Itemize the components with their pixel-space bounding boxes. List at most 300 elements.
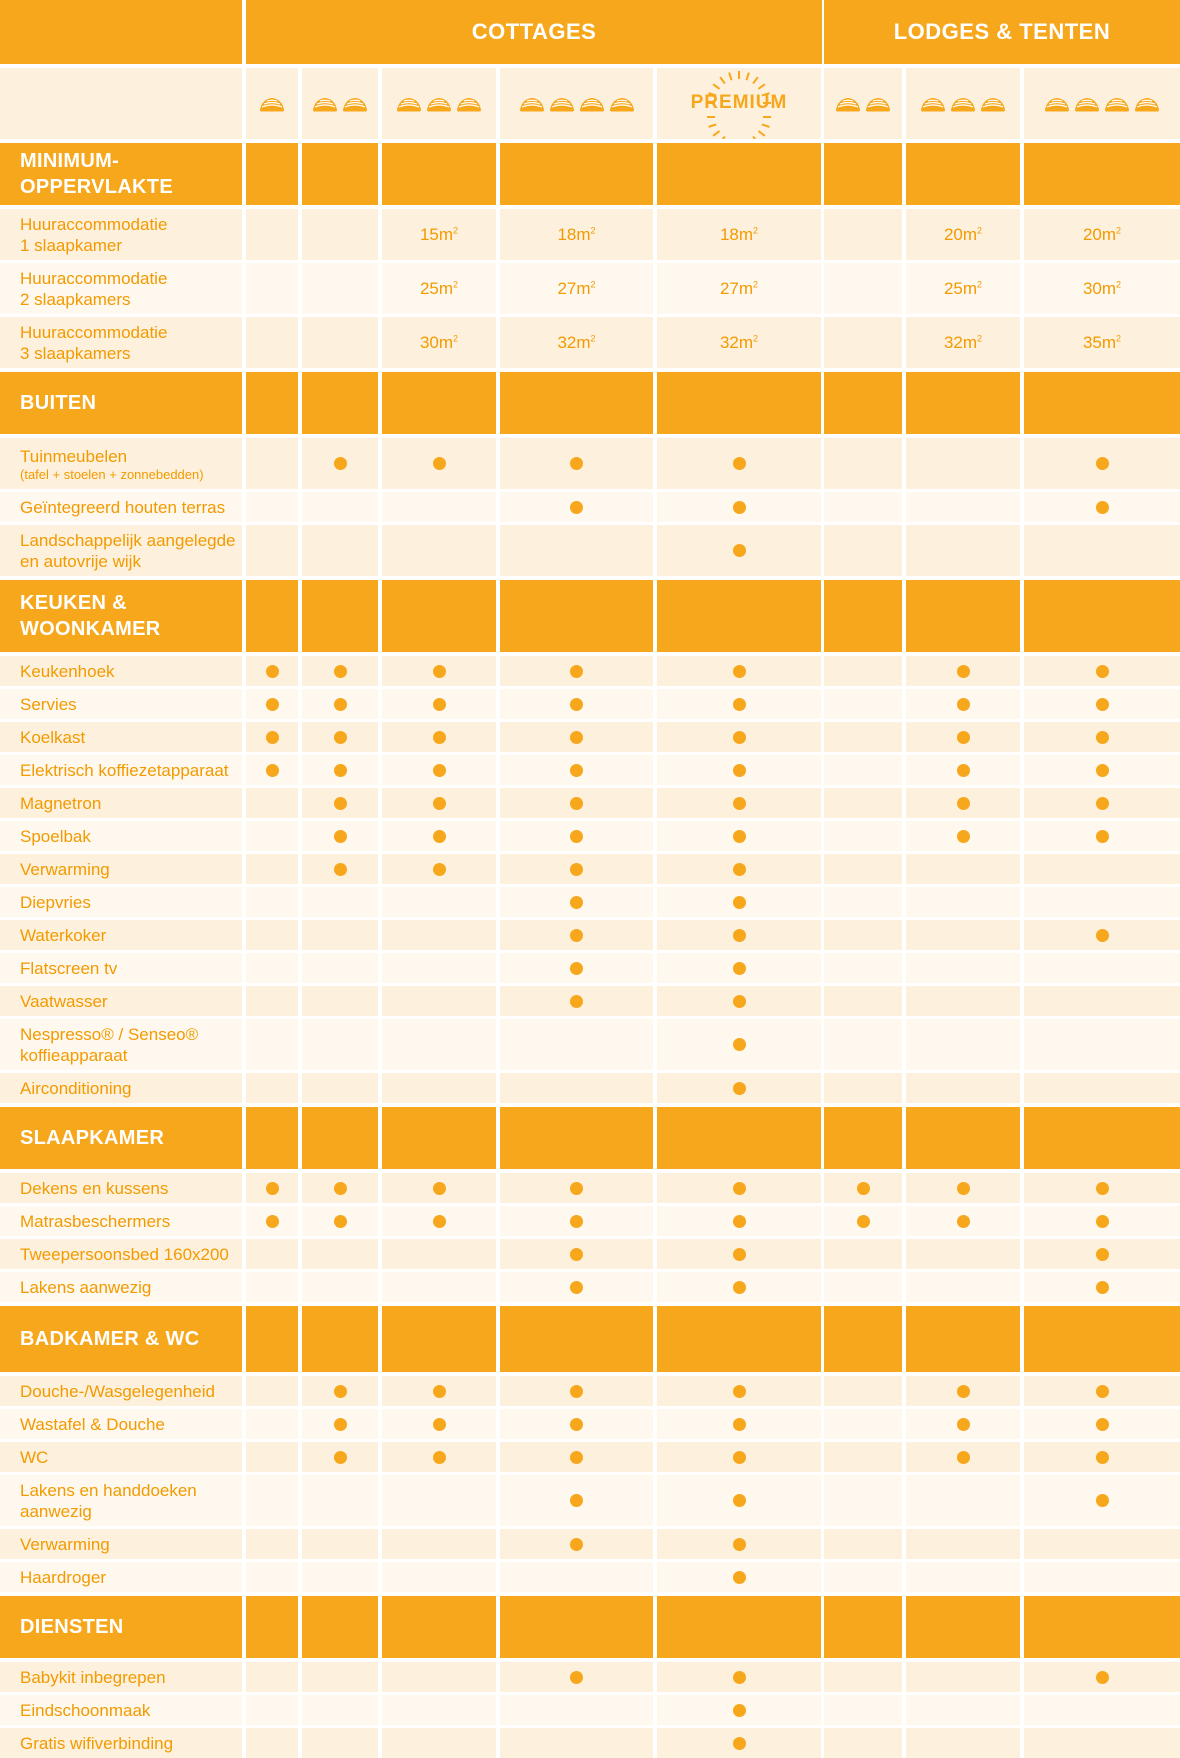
included-dot-icon: [1096, 1281, 1109, 1294]
included-dot-icon: [957, 764, 970, 777]
included-dot-icon: [334, 698, 347, 711]
included-dot-icon: [733, 1385, 746, 1398]
value-cell: [302, 689, 378, 719]
included-dot-icon: [570, 501, 583, 514]
section-header-cell: [824, 1107, 902, 1169]
value-cell: [246, 1728, 298, 1758]
value-cell: [302, 1239, 378, 1269]
value-cell: [302, 986, 378, 1016]
value-cell: [382, 1442, 496, 1472]
included-dot-icon: [1096, 1418, 1109, 1431]
value-cell: [657, 755, 821, 785]
value-cell: [302, 1475, 378, 1526]
value-cell: [302, 1695, 378, 1725]
area-value: $20m^2$: [943, 224, 983, 244]
value-cell: [657, 1239, 821, 1269]
value-cell: [1024, 1442, 1180, 1472]
value-cell: [657, 1662, 821, 1692]
included-dot-icon: [1096, 1671, 1109, 1684]
value-cell: [906, 887, 1020, 917]
included-dot-icon: [733, 863, 746, 876]
shell-icon: [456, 95, 482, 113]
shell-icon: [342, 95, 368, 113]
section-header-cell: [302, 1306, 378, 1372]
shell-icon: [579, 95, 605, 113]
value-cell: [824, 1073, 902, 1103]
value-cell: [824, 821, 902, 851]
value-cell: [1024, 1695, 1180, 1725]
value-cell: [500, 1662, 653, 1692]
rating-cell: [382, 68, 496, 139]
section-header-cell: [657, 372, 821, 434]
area-value: $25m^2$: [943, 278, 983, 298]
row-label-line: Dekens en kussens: [20, 1178, 169, 1198]
value-cell: [246, 887, 298, 917]
shell-icon: [1134, 95, 1160, 113]
rating-cell: [246, 68, 298, 139]
value-cell: [382, 1728, 496, 1758]
value-cell: [302, 317, 378, 368]
group-header-cottages: COTTAGES: [246, 0, 822, 64]
included-dot-icon: [433, 830, 446, 843]
value-cell: [246, 1475, 298, 1526]
value-cell: [302, 1173, 378, 1203]
row-label: [0, 1529, 242, 1559]
value-cell: [500, 1239, 653, 1269]
value-cell: [657, 209, 821, 260]
included-dot-icon: [733, 1215, 746, 1228]
included-dot-icon: [1096, 1451, 1109, 1464]
included-dot-icon: [733, 830, 746, 843]
value-cell: [824, 1272, 902, 1302]
section-header-cell: [246, 143, 298, 205]
value-cell: [824, 438, 902, 489]
row-label-line: Huuraccommodatie: [20, 214, 168, 234]
row-label-line: Haardroger: [20, 1567, 106, 1587]
value-cell: [246, 1409, 298, 1439]
value-cell: [1024, 656, 1180, 686]
value-cell: [302, 1019, 378, 1070]
included-dot-icon: [733, 962, 746, 975]
included-dot-icon: [1096, 731, 1109, 744]
row-label-line: Lakens en handdoeken: [20, 1480, 197, 1500]
value-cell: [302, 656, 378, 686]
value-cell: [500, 887, 653, 917]
value-cell: [382, 854, 496, 884]
included-dot-icon: [433, 1451, 446, 1464]
value-cell: [824, 525, 902, 576]
section-title: [0, 580, 242, 652]
row-label-line: Matrasbeschermers: [20, 1211, 171, 1231]
included-dot-icon: [733, 1182, 746, 1195]
value-cell: [500, 986, 653, 1016]
value-cell: [1024, 1173, 1180, 1203]
row-label: [0, 953, 242, 983]
section-header-cell: [657, 1596, 821, 1658]
value-cell: [906, 788, 1020, 818]
value-cell: [824, 1529, 902, 1559]
included-dot-icon: [1096, 797, 1109, 810]
value-cell: [824, 1662, 902, 1692]
value-cell: [302, 1073, 378, 1103]
value-cell: [1024, 821, 1180, 851]
value-cell: [1024, 438, 1180, 489]
row-label-line: Huuraccommodatie: [20, 268, 168, 288]
value-cell: [906, 1529, 1020, 1559]
value-cell: [824, 1442, 902, 1472]
value-cell: [906, 1562, 1020, 1592]
included-dot-icon: [570, 1248, 583, 1261]
row-label: [0, 263, 242, 314]
row-label: [0, 1562, 242, 1592]
row-label: [0, 689, 242, 719]
section-header-cell: [906, 143, 1020, 205]
value-cell: [302, 1529, 378, 1559]
value-cell: [302, 1376, 378, 1406]
row-label-line: Eindschoonmaak: [20, 1700, 151, 1720]
row-label: [0, 1728, 242, 1758]
value-cell: [246, 854, 298, 884]
value-cell: [657, 689, 821, 719]
section-header-cell: [302, 1596, 378, 1658]
value-cell: [382, 1272, 496, 1302]
value-cell: [246, 986, 298, 1016]
value-cell: [1024, 263, 1180, 314]
included-dot-icon: [733, 1281, 746, 1294]
included-dot-icon: [433, 1182, 446, 1195]
row-label: [0, 492, 242, 522]
section-header-cell: [382, 1306, 496, 1372]
section-title: [0, 1596, 242, 1658]
value-cell: [1024, 492, 1180, 522]
section-title-line: BUITEN: [20, 392, 97, 414]
row-label-line: Geïntegreerd houten terras: [20, 497, 226, 517]
header-corner: [0, 0, 242, 64]
shell-icon: [835, 95, 861, 113]
value-cell: [657, 438, 821, 489]
section-title-line: DIENSTEN: [20, 1616, 124, 1638]
area-value: $30m^2$: [1082, 278, 1122, 298]
included-dot-icon: [857, 1182, 870, 1195]
included-dot-icon: [570, 863, 583, 876]
section-title: [0, 1306, 242, 1372]
value-cell: [906, 1206, 1020, 1236]
value-cell: [1024, 986, 1180, 1016]
area-value: $30m^2$: [419, 332, 459, 352]
row-label: [0, 887, 242, 917]
row-label-line: Keukenhoek: [20, 661, 115, 681]
included-dot-icon: [1096, 457, 1109, 470]
value-cell: [246, 1442, 298, 1472]
section-header-cell: [246, 580, 298, 652]
included-dot-icon: [957, 665, 970, 678]
row-label: [0, 1019, 242, 1070]
value-cell: [500, 1173, 653, 1203]
included-dot-icon: [433, 1385, 446, 1398]
value-cell: [824, 755, 902, 785]
row-label-line: Lakens aanwezig: [20, 1277, 152, 1297]
section-header-cell: [382, 143, 496, 205]
included-dot-icon: [334, 731, 347, 744]
value-cell: [1024, 722, 1180, 752]
value-cell: [906, 1239, 1020, 1269]
section-header-cell: [1024, 580, 1180, 652]
value-cell: [824, 492, 902, 522]
shell-icon: [519, 95, 545, 113]
value-cell: [1024, 854, 1180, 884]
value-cell: [382, 689, 496, 719]
area-value: $32m^2$: [719, 332, 759, 352]
value-cell: [657, 1409, 821, 1439]
value-cell: [906, 689, 1020, 719]
included-dot-icon: [266, 665, 279, 678]
value-cell: [657, 1376, 821, 1406]
value-cell: [824, 1562, 902, 1592]
section-header-cell: [906, 1306, 1020, 1372]
row-label-line: 2 slaapkamers: [20, 289, 131, 309]
value-cell: [246, 1073, 298, 1103]
included-dot-icon: [733, 1038, 746, 1051]
value-cell: [1024, 689, 1180, 719]
row-label: [0, 755, 242, 785]
section-header-cell: [824, 1596, 902, 1658]
section-header-cell: [500, 1306, 653, 1372]
included-dot-icon: [733, 896, 746, 909]
value-cell: [246, 1376, 298, 1406]
icon-row-label: [0, 68, 242, 139]
row-label-line: Vaatwasser: [20, 991, 108, 1011]
included-dot-icon: [570, 1215, 583, 1228]
value-cell: [382, 953, 496, 983]
included-dot-icon: [1096, 830, 1109, 843]
value-cell: [302, 1662, 378, 1692]
included-dot-icon: [266, 764, 279, 777]
value-cell: [246, 1562, 298, 1592]
included-dot-icon: [1096, 665, 1109, 678]
row-label-line: Landschappelijk aangelegde: [20, 530, 236, 550]
value-cell: [246, 438, 298, 489]
value-cell: [302, 525, 378, 576]
row-label-line: Gratis wifiverbinding: [20, 1733, 174, 1753]
value-cell: [657, 887, 821, 917]
section-header-cell: [246, 1306, 298, 1372]
included-dot-icon: [266, 1215, 279, 1228]
value-cell: [824, 1728, 902, 1758]
value-cell: [657, 525, 821, 576]
value-cell: [1024, 1376, 1180, 1406]
included-dot-icon: [334, 1385, 347, 1398]
included-dot-icon: [957, 1451, 970, 1464]
included-dot-icon: [957, 830, 970, 843]
included-dot-icon: [733, 1704, 746, 1717]
row-label: [0, 317, 242, 368]
included-dot-icon: [334, 457, 347, 470]
value-cell: [500, 821, 653, 851]
value-cell: [382, 1019, 496, 1070]
value-cell: [500, 854, 653, 884]
value-cell: [246, 1173, 298, 1203]
value-cell: [302, 1562, 378, 1592]
value-cell: [382, 317, 496, 368]
value-cell: [657, 492, 821, 522]
included-dot-icon: [334, 1418, 347, 1431]
section-header-cell: [824, 580, 902, 652]
row-label-line: 3 slaapkamers: [20, 343, 131, 363]
section-header-cell: [382, 1107, 496, 1169]
shell-icon: [609, 95, 635, 113]
value-cell: [824, 854, 902, 884]
section-header-cell: [906, 1596, 1020, 1658]
value-cell: [500, 1073, 653, 1103]
value-cell: [906, 755, 1020, 785]
group-header-lodges: LODGES & TENTEN: [824, 0, 1180, 64]
shell-icon: [865, 95, 891, 113]
area-value: $35m^2$: [1082, 332, 1122, 352]
value-cell: [382, 1475, 496, 1526]
value-cell: [657, 1695, 821, 1725]
row-label-line: WC: [20, 1447, 49, 1467]
row-label-line: Airconditioning: [20, 1078, 132, 1098]
section-header-cell: [302, 143, 378, 205]
row-label-sub: (tafel + stoelen + zonnebedden): [20, 466, 204, 482]
included-dot-icon: [733, 1451, 746, 1464]
included-dot-icon: [570, 896, 583, 909]
value-cell: [657, 317, 821, 368]
area-value: $15m^2$: [419, 224, 459, 244]
included-dot-icon: [570, 698, 583, 711]
value-cell: [382, 1562, 496, 1592]
included-dot-icon: [733, 731, 746, 744]
section-header-cell: [302, 1107, 378, 1169]
value-cell: [1024, 953, 1180, 983]
value-cell: [1024, 788, 1180, 818]
row-label: [0, 986, 242, 1016]
section-header-cell: [824, 1306, 902, 1372]
value-cell: [382, 263, 496, 314]
included-dot-icon: [570, 665, 583, 678]
row-label-line: Verwarming: [20, 859, 110, 879]
included-dot-icon: [433, 1215, 446, 1228]
included-dot-icon: [570, 1281, 583, 1294]
included-dot-icon: [733, 544, 746, 557]
shell-icon: [259, 95, 285, 113]
included-dot-icon: [570, 1385, 583, 1398]
row-label: [0, 656, 242, 686]
value-cell: [657, 953, 821, 983]
included-dot-icon: [433, 731, 446, 744]
shell-icon: [1104, 95, 1130, 113]
section-header-cell: [302, 580, 378, 652]
value-cell: [906, 854, 1020, 884]
row-label: [0, 525, 242, 576]
value-cell: [500, 1442, 653, 1472]
section-title: [0, 372, 242, 434]
area-value: $27m^2$: [719, 278, 759, 298]
value-cell: [906, 722, 1020, 752]
row-label-line: Babykit inbegrepen: [20, 1667, 166, 1687]
included-dot-icon: [433, 665, 446, 678]
shell-icon: [396, 95, 422, 113]
value-cell: [824, 1409, 902, 1439]
shell-icon: [920, 95, 946, 113]
value-cell: [382, 1529, 496, 1559]
included-dot-icon: [266, 698, 279, 711]
value-cell: [906, 492, 1020, 522]
area-value: $27m^2$: [557, 278, 596, 298]
row-label: [0, 722, 242, 752]
value-cell: [1024, 1019, 1180, 1070]
value-cell: [246, 1019, 298, 1070]
included-dot-icon: [433, 698, 446, 711]
included-dot-icon: [957, 731, 970, 744]
value-cell: [246, 755, 298, 785]
value-cell: [824, 920, 902, 950]
value-cell: [657, 1475, 821, 1526]
included-dot-icon: [433, 863, 446, 876]
included-dot-icon: [266, 1182, 279, 1195]
included-dot-icon: [1096, 698, 1109, 711]
value-cell: [906, 821, 1020, 851]
included-dot-icon: [1096, 929, 1109, 942]
row-label-line: Tuinmeubelen: [20, 446, 128, 466]
included-dot-icon: [957, 1182, 970, 1195]
value-cell: [657, 1019, 821, 1070]
included-dot-icon: [570, 457, 583, 470]
value-cell: [906, 438, 1020, 489]
shell-icon: [1044, 95, 1070, 113]
value-cell: [657, 722, 821, 752]
row-label: [0, 1239, 242, 1269]
value-cell: [302, 492, 378, 522]
value-cell: [382, 1239, 496, 1269]
row-label: [0, 1272, 242, 1302]
section-title-line: SLAAPKAMER: [20, 1127, 165, 1149]
value-cell: [382, 1409, 496, 1439]
row-label-line: aanwezig: [20, 1501, 92, 1521]
value-cell: [500, 953, 653, 983]
section-title: [0, 143, 242, 205]
value-cell: [302, 854, 378, 884]
section-header-cell: [906, 372, 1020, 434]
value-cell: [382, 821, 496, 851]
value-cell: [246, 953, 298, 983]
included-dot-icon: [433, 457, 446, 470]
row-label: [0, 1409, 242, 1439]
included-dot-icon: [334, 1451, 347, 1464]
included-dot-icon: [957, 1418, 970, 1431]
value-cell: [1024, 920, 1180, 950]
included-dot-icon: [334, 1215, 347, 1228]
value-cell: [1024, 317, 1180, 368]
row-label-line: en autovrije wijk: [20, 551, 141, 571]
value-cell: [906, 986, 1020, 1016]
included-dot-icon: [433, 764, 446, 777]
included-dot-icon: [733, 1082, 746, 1095]
included-dot-icon: [334, 830, 347, 843]
row-label-line: koffieapparaat: [20, 1045, 128, 1065]
value-cell: [906, 1272, 1020, 1302]
included-dot-icon: [334, 764, 347, 777]
value-cell: [824, 1695, 902, 1725]
section-header-cell: [500, 1107, 653, 1169]
section-header-cell: [657, 1306, 821, 1372]
value-cell: [302, 788, 378, 818]
included-dot-icon: [733, 1494, 746, 1507]
value-cell: [302, 209, 378, 260]
shell-icon: [426, 95, 452, 113]
value-cell: [824, 1376, 902, 1406]
value-cell: [382, 1073, 496, 1103]
